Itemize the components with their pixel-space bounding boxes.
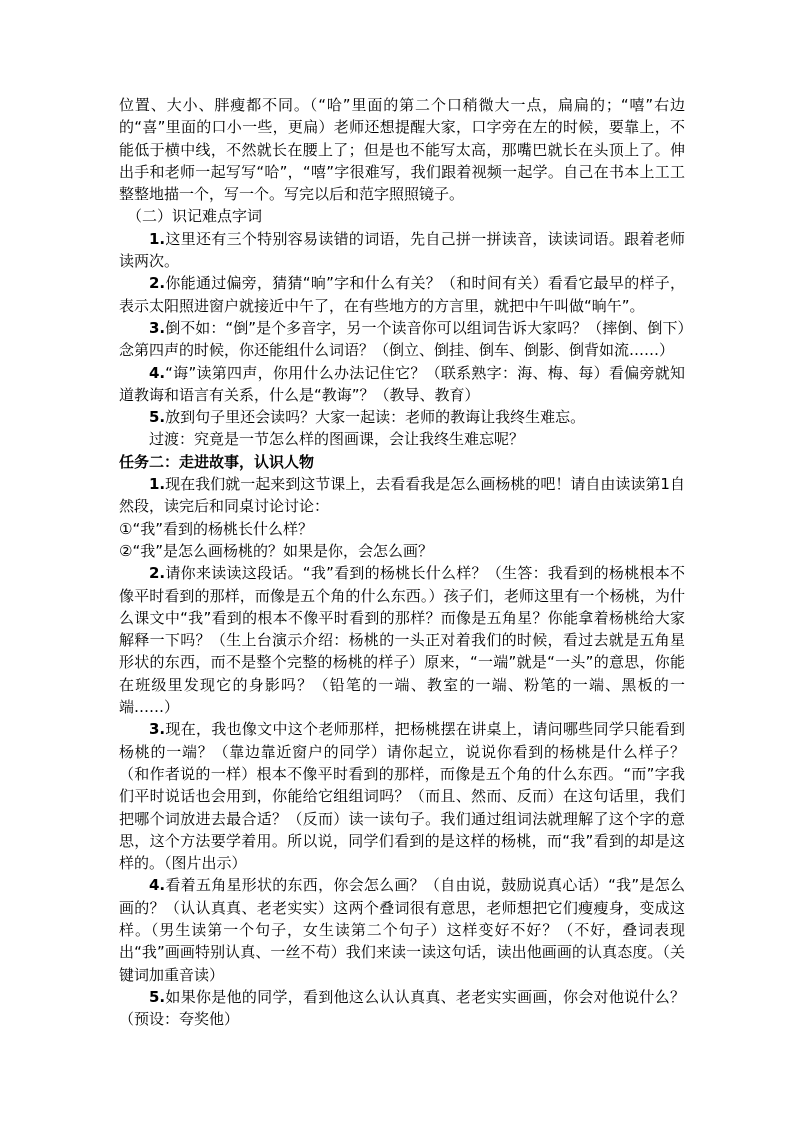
list-item: 2.你能通过偏旁，猜猜“晌”字和什么有关？（和时间有关）看看它最早的样子，表示太阳照进窗户就接近中午了，在有些地方的方言里，就把中午叫做“晌午”。 bbox=[119, 274, 685, 315]
list-item: 1.这里还有三个特别容易读错的词语，先自己拼一拼读音，读读词语。跟着老师读两次。 bbox=[119, 229, 685, 271]
list-item: 5.如果你是他的同学，看到他这么认认真真、老老实实画画，你会对他说什么？（预设：夸奖他） bbox=[119, 987, 685, 1029]
question-item: ①“我”看到的杨桃长什么样？ bbox=[119, 519, 313, 538]
document-page bbox=[119, 94, 685, 1030]
paragraph-intro: 位置、大小、胖瘦都不同。（“哈”里面的第二个口稍微大一点，扁扁的；“嘻”右边的“喜”里面的口小一些，更扁）老师还想提醒大家，口字旁在左的时候，要靠上，不能低于横中线，不然就长在腰上了；但是也不能写太高，那嘴巴就长在头顶上了。伸出手和老师一起写写“哈”，“嘻”字很难写，我们跟着视频一起学。自己在书本上工工整整地描一个，写一个。写完以后和范字照照镜子。 bbox=[119, 96, 685, 204]
question-item: ②“我”是怎么画杨桃的？如果是你，会怎么画？ bbox=[119, 541, 433, 560]
list-item: 3.倒不如：“倒”是个多音字，另一个读音你可以组词告诉大家吗？（摔倒、倒下）念第四声的时候，你还能组什么词语？（倒立、倒挂、倒车、倒影、倒背如流……） bbox=[119, 318, 685, 360]
task-heading: 任务二：走进故事，认识人物 bbox=[119, 452, 315, 471]
transition-paragraph: 过渡：究竟是一节怎么样的图画课，会让我终生难忘呢？ bbox=[149, 430, 525, 449]
list-item: 2.请你来读读这段话。“我”看到的杨桃长什么样？（生答：我看到的杨桃根本不像平时看到的那样，而像是五个角的什么东西。）孩子们，老师这里有一个杨桃，为什么课文中“我”看到的根本不像平时看到的那样？而像是五角星？你能拿着杨桃给大家解释一下吗？（生上台演示介绍：杨桃的一头正对着我们的时候，看过去就是五角星形状的东西，而不是整个完整的杨桃的样子）原来，“一端”就是“一头”的意思，你能在班级里发现它的身影吗？（铅笔的一端、教室的一端、粉笔的一端、黑板的一端……） bbox=[119, 564, 685, 717]
list-item: 3.现在，我也像文中这个老师那样，把杨桃摆在讲桌上，请问哪些同学只能看到杨桃的一端？（靠边靠近窗户的同学）请你起立，说说你看到的杨桃是什么样子？（和作者说的一样）根本不像平时看到的那样，而像是五个角的什么东西。“而”字我们平时说话也会用到，你能给它组组词吗？（而且、然而、反而）在这句话里，我们把哪个词放进去最合适？（反而）读一读句子。我们通过组词法就理解了这个字的意思，这个方法要学着用。所以说，同学们看到的是这样的杨桃，而“我”看到的却是这样的。（图片出示） bbox=[119, 720, 685, 873]
list-item: 1.现在我们就一起来到这节课上，去看看我是怎么画杨桃的吧！请自由读读第1自然段，读完后和同桌讨论讨论： bbox=[119, 475, 685, 516]
section-subheading: （二）识记难点字词 bbox=[127, 207, 263, 226]
list-item: 5.放到句子里还会读吗？大家一起读：老师的教诲让我终生难忘。 bbox=[149, 408, 586, 427]
list-item: 4.看着五角星形状的东西，你会怎么画？（自由说，鼓励说真心话）“我”是怎么画的？（认认真真、老老实实）这两个叠词很有意思，老师想把它们瘦瘦身，变成这样。（男生读第一个句子，女生读第二个句子）这样变好不好？（不好，叠词表现出“我”画画特别认真、一丝不苟）我们来读一读这句话，读出他画画的认真态度。（关键词加重音读） bbox=[119, 876, 685, 984]
list-item: 4.“诲”读第四声，你用什么办法记住它？（联系熟字：海、梅、每）看偏旁就知道教诲和语言有关系，什么是“教诲”？（教导、教育） bbox=[119, 363, 685, 404]
